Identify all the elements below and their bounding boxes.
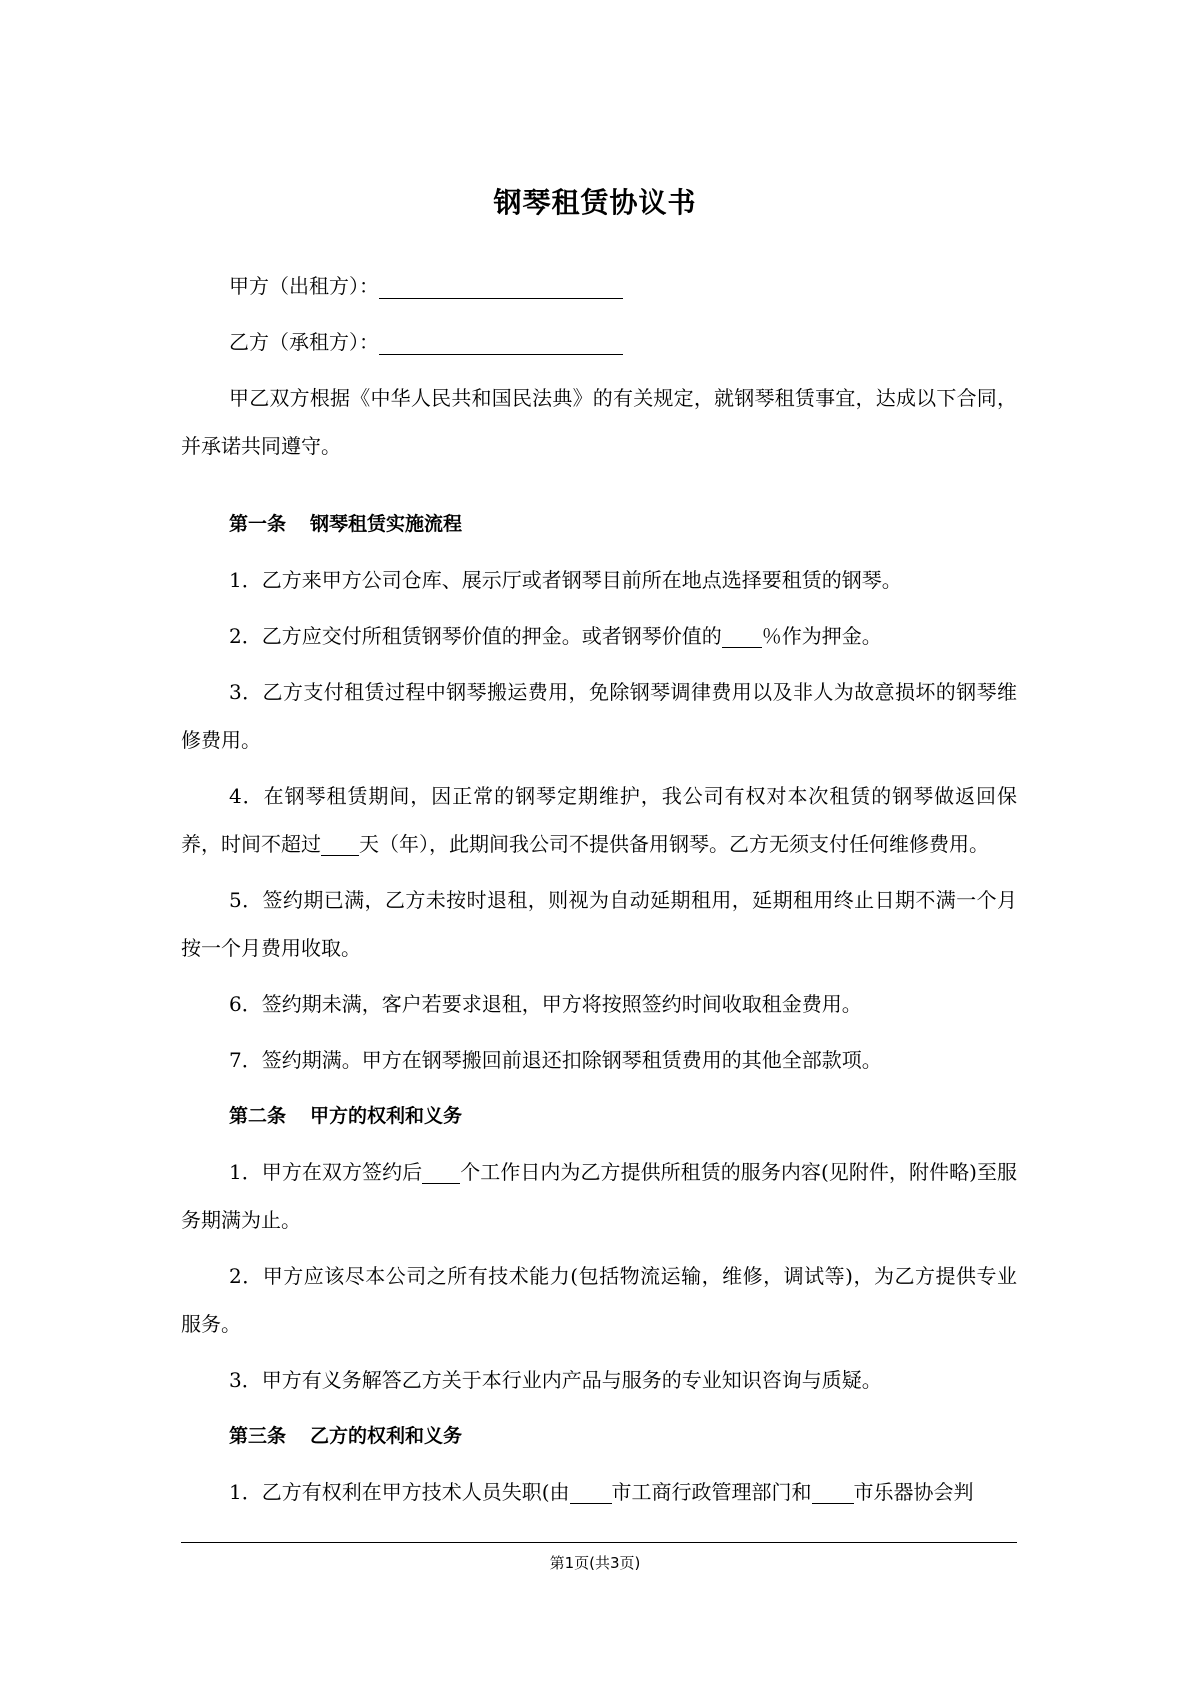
section-3-item-1-pre: 1．乙方有权利在甲方技术人员失职(由 [229, 1480, 570, 1504]
section-2-heading [181, 1092, 1017, 1140]
section-2-number: 第二条 [229, 1105, 287, 1127]
section-1-item-2-post: ％作为押金。 [761, 624, 882, 648]
city-blank-2 [812, 1481, 854, 1504]
document-body [181, 262, 1017, 1516]
section-1-item-3: 3．乙方支付租赁过程中钢琴搬运费用，免除钢琴调律费用以及非人为故意损坏的钢琴维修费用。 [181, 680, 1017, 752]
section-3-item-1 [181, 1468, 1017, 1516]
section-1-title: 钢琴租赁实施流程 [310, 513, 463, 535]
section-1-item-5: 5．签约期已满，乙方未按时退租，则视为自动延期租用，延期租用终止日期不满一个月按一个月费用收取。 [181, 888, 1017, 960]
section-1-item-4-post: 天（年），此期间我公司不提供备用钢琴。乙方无须支付任何维修费用。 [359, 832, 989, 856]
section-2-item-3: 3．甲方有义务解答乙方关于本行业内产品与服务的专业知识咨询与质疑。 [229, 1368, 882, 1392]
section-1-number: 第一条 [229, 513, 287, 535]
section-1-item-1: 1．乙方来甲方公司仓库、展示厅或者钢琴目前所在地点选择要租赁的钢琴。 [229, 568, 902, 592]
party-b-line [181, 318, 1017, 366]
party-a-blank [379, 274, 623, 299]
section-3-item-1-mid: 市工商行政管理部门和 [611, 1480, 812, 1504]
section-3-heading [181, 1412, 1017, 1460]
deposit-percent-blank [722, 625, 762, 648]
section-2-item-1 [181, 1148, 1017, 1244]
section-1-item-4 [181, 772, 1017, 868]
section-3-number: 第三条 [229, 1425, 287, 1447]
section-1-item-7: 7．签约期满。甲方在钢琴搬回前退还扣除钢琴租赁费用的其他全部款项。 [229, 1048, 882, 1072]
workdays-blank [422, 1161, 460, 1184]
city-blank-1 [570, 1481, 612, 1504]
section-1-item-2 [181, 612, 1017, 660]
section-2-item-1-post: 个工作日内为乙方提供所租赁的服务内容(见附件，附件略)至服务期满为止。 [181, 1160, 1017, 1232]
intro-paragraph: 甲乙双方根据《中华人民共和国民法典》的有关规定，就钢琴租赁事宜，达成以下合同，并承诺共同遵守。 [181, 386, 1017, 458]
section-2-item-1-pre: 1．甲方在双方签约后 [229, 1160, 423, 1184]
party-b-blank [379, 330, 623, 355]
section-1-item-6: 6．签约期未满，客户若要求退租，甲方将按照签约时间收取租金费用。 [229, 992, 862, 1016]
party-a-line [181, 262, 1017, 310]
party-a-label: 甲方（出租方）： [229, 274, 379, 298]
section-2-item-2: 2．甲方应该尽本公司之所有技术能力(包括物流运输，维修，调试等)，为乙方提供专业服务。 [181, 1264, 1017, 1336]
section-1-item-2-pre: 2．乙方应交付所租赁钢琴价值的押金。或者钢琴价值的 [229, 624, 722, 648]
section-1-item-4-pre: 4．在钢琴租赁期间，因正常的钢琴定期维护，我公司有权对本次租赁的钢琴做返回保养，时间不超过 [181, 784, 1017, 856]
maintenance-days-blank [321, 833, 359, 856]
footer-divider [181, 1542, 1017, 1543]
party-b-label: 乙方（承租方）： [229, 330, 379, 354]
section-3-item-1-post: 市乐器协会判 [853, 1480, 974, 1504]
page-number: 第1页(共3页) [549, 1554, 641, 1572]
section-3-title: 乙方的权利和义务 [310, 1425, 463, 1447]
section-2-title: 甲方的权利和义务 [310, 1105, 463, 1127]
section-1-heading [181, 500, 1017, 548]
document-title: 钢琴租赁协议书 [493, 186, 697, 219]
